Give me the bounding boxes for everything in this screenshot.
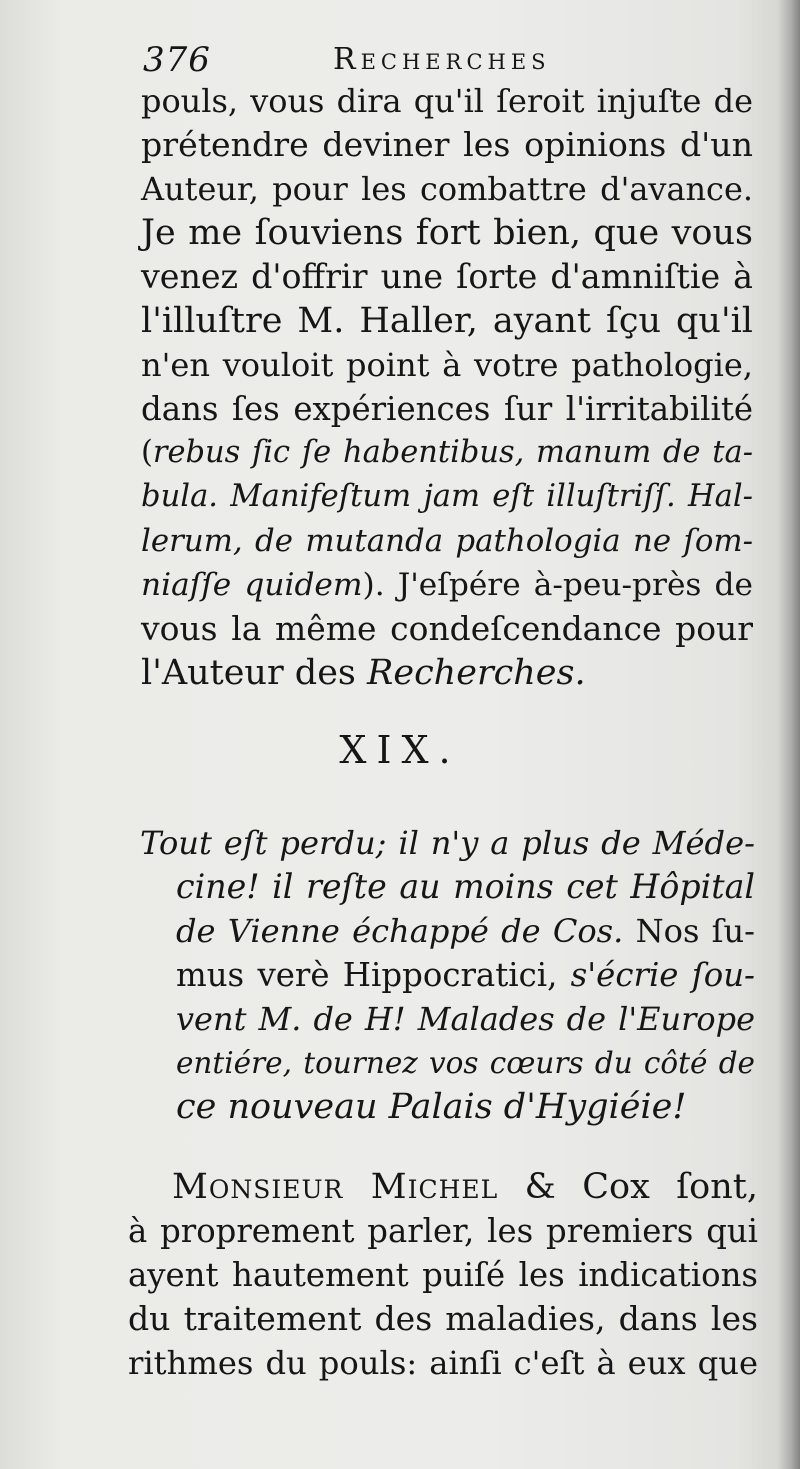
text-line: du traitement des maladies, dans les xyxy=(128,1299,758,1338)
text-line xyxy=(141,652,586,694)
text-line: venez d'offrir une ſorte d'amniſtie à xyxy=(141,257,753,296)
quote-run: de Vienne échappé de Cos. xyxy=(176,912,636,950)
text-line: n'en vouloit point à votre pathologie, xyxy=(141,346,753,384)
quote-line: ce nouveau Palais d'Hygiéie! xyxy=(176,1087,687,1127)
book-title: Recherches. xyxy=(367,653,586,693)
text-line: vous la même condeſcendance pour xyxy=(141,609,753,648)
text-line: l'illuſtre M. Haller, ayant ſçu qu'il xyxy=(141,301,753,341)
text-line: pouls, vous dira qu'il ſeroit injuſte de xyxy=(141,82,753,120)
quote-line: vent M. de H! Malades de l'Europe xyxy=(176,1000,755,1038)
text-line: ayent hautement puiſé les indications xyxy=(128,1256,758,1294)
open-paren: ( xyxy=(141,435,153,470)
quote-line xyxy=(176,910,755,952)
text-line: Je me ſouviens fort bien, que vous xyxy=(141,213,753,253)
page-number: 376 xyxy=(143,40,211,80)
latin-quote: niaſſe quidem xyxy=(141,567,363,603)
section-heading: XIX. xyxy=(339,728,461,772)
text-run: Nos ſu- xyxy=(635,912,755,950)
text-run: & Cox ſont, xyxy=(498,1167,758,1207)
latin-quote: rebus ſic ſe habentibus, manum de ta- xyxy=(152,435,753,470)
text-line xyxy=(141,432,753,474)
running-head: Recherches xyxy=(333,42,551,77)
text-run: mus verè Hippocratici, xyxy=(176,956,571,994)
text-line: Auteur, pour les combattre d'avance. xyxy=(141,170,753,208)
page-header xyxy=(143,40,613,80)
text-line: à proprement parler, les premiers qui xyxy=(128,1212,758,1250)
latin-quote: lerum, de mutanda pathologia ne ſom- xyxy=(141,523,753,559)
quote-line: cine! il reſte au moins cet Hôpital xyxy=(176,867,755,906)
quote-run: s'écrie ſou- xyxy=(570,956,755,994)
text-line xyxy=(172,1166,758,1208)
text-line: dans ſes expériences ſur l'irritabilité xyxy=(141,390,753,428)
quote-line: Tout eſt perdu; il n'y a plus de Méde- xyxy=(140,824,755,862)
quote-line xyxy=(176,954,755,996)
text-line: rithmes du pouls: ainſi c'eſt à eux que xyxy=(128,1344,758,1382)
text-line: prétendre deviner les opinions d'un xyxy=(141,125,753,164)
latin-quote: bula. Manifeſtum jam eſt illuſtriſſ. Hal- xyxy=(141,479,753,514)
name-small-caps: Monsieur Michel xyxy=(172,1167,499,1207)
text-run: l'Auteur des xyxy=(141,653,368,693)
text-line xyxy=(141,564,753,606)
text-run: ). J'eſpére à-peu-près de xyxy=(362,567,753,603)
quote-line: entiére, tournez vos cœurs du côté de xyxy=(176,1046,755,1080)
